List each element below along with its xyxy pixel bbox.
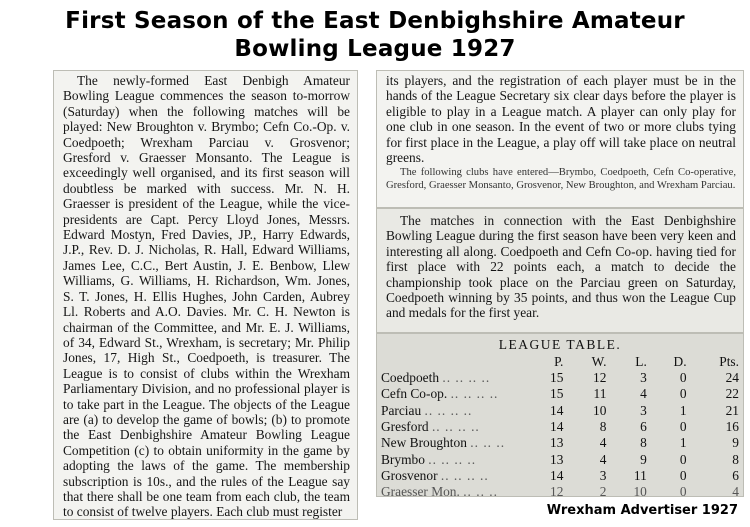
points-cell: 16: [725, 419, 739, 435]
league-table-title: LEAGUE TABLE.: [498, 337, 622, 352]
team-name: Grosvenor: [381, 467, 438, 483]
table-row: [377, 451, 743, 467]
team-name: Graesser Mon.: [381, 484, 460, 497]
leader-dots: .. .. .. ..: [431, 419, 480, 435]
lost-cell: 4: [640, 386, 647, 402]
team-cell: [377, 370, 527, 386]
right-column-clipping: [376, 70, 744, 208]
won-cell: 4: [599, 435, 607, 451]
championship-result-clipping: [376, 208, 744, 333]
won-cell: 4: [599, 451, 607, 467]
lost-cell: 10: [633, 484, 647, 497]
points-cell: 22: [725, 386, 739, 402]
won-cell: 2: [599, 484, 607, 497]
table-row: [377, 386, 743, 402]
leader-dots: .. .. .. ..: [424, 402, 473, 418]
played-cell: 14: [550, 402, 564, 418]
drawn-cell: 1: [679, 402, 687, 418]
lost-cell: 11: [633, 467, 647, 483]
headline-line-1: First Season of the East Denbighshire Amateur: [65, 8, 685, 34]
drawn-cell: 0: [679, 370, 687, 386]
championship-result-text: The matches in connection with the East Denbighshire Bowling League during the first season have been very keen and interesting all along. Coedpoeth and Cefn Co-op. having tied for first place with 22 points each, a match to decide the championship took place on the Parciau green on Saturday, Coedpoeth winning by 35 points, and thus won the League Cup and medals for the first year.: [386, 213, 736, 321]
table-row: [377, 435, 743, 451]
table-row: [377, 419, 743, 435]
played-cell: 15: [550, 386, 564, 402]
points-cell: 24: [725, 370, 739, 386]
team-name: New Broughton: [381, 435, 467, 451]
won-cell: 12: [593, 370, 607, 386]
won-cell: 3: [599, 467, 607, 483]
header-lost: L.: [635, 353, 647, 369]
header-team: [377, 353, 527, 370]
played-cell: 12: [550, 484, 564, 497]
article-right-text: its players, and the registration of each player must be in the hands of the League Secretary six clear days before the player is eligible to play in a League match. A player can only play for one club in one season. In the event of two or more clubs tying for first place in the League, a play off will take place on neutral greens.: [386, 73, 736, 166]
leader-dots: .. .. .. ..: [428, 451, 477, 467]
table-row: [377, 370, 743, 386]
leader-dots: .. .. ..: [470, 435, 506, 451]
team-cell: [377, 468, 527, 484]
drawn-cell: 0: [679, 484, 687, 497]
played-cell: 14: [550, 467, 564, 483]
points-cell: 8: [732, 451, 739, 467]
drawn-cell: 0: [679, 386, 687, 402]
team-name: Coedpoeth: [381, 370, 440, 386]
won-cell: 11: [593, 386, 607, 402]
points-cell: 9: [732, 435, 739, 451]
team-cell: [377, 435, 527, 451]
team-cell: [377, 419, 527, 435]
drawn-cell: 0: [679, 467, 687, 483]
played-cell: 13: [550, 451, 564, 467]
lost-cell: 3: [640, 370, 647, 386]
table-row: [377, 484, 743, 497]
leader-dots: .. .. ..: [463, 484, 498, 497]
played-cell: 14: [550, 419, 564, 435]
points-cell: 4: [732, 484, 739, 497]
leader-dots: .. .. .. ..: [442, 370, 491, 386]
leader-dots: .. .. .. ..: [450, 386, 499, 402]
team-cell: [377, 451, 527, 467]
league-table-header: [377, 353, 743, 370]
team-cell: [377, 403, 527, 419]
points-cell: 21: [725, 402, 739, 418]
table-row: [377, 403, 743, 419]
team-name: Brymbo: [381, 451, 425, 467]
played-cell: 13: [550, 435, 564, 451]
lost-cell: 9: [640, 451, 647, 467]
left-column-clipping: [53, 70, 358, 520]
league-table: [377, 353, 743, 497]
points-cell: 6: [732, 467, 739, 483]
drawn-cell: 0: [679, 451, 687, 467]
won-cell: 8: [599, 419, 607, 435]
team-name: Cefn Co-op.: [381, 386, 448, 402]
source-credit: Wrexham Advertiser 1927: [546, 503, 738, 518]
lost-cell: 8: [640, 435, 647, 451]
header-won: W.: [591, 353, 607, 369]
won-cell: 10: [593, 402, 607, 418]
team-name: Gresford: [381, 419, 429, 435]
leader-dots: .. .. .. ..: [440, 467, 489, 483]
team-cell: [377, 386, 527, 402]
team-cell: [377, 484, 527, 497]
headline-line-2: Bowling League 1927: [234, 36, 516, 62]
team-name: Parciau: [381, 402, 422, 418]
played-cell: 15: [550, 370, 564, 386]
drawn-cell: 0: [679, 419, 687, 435]
lost-cell: 6: [640, 419, 647, 435]
header-drawn: D.: [673, 353, 687, 369]
drawn-cell: 1: [679, 435, 687, 451]
league-table-clipping: [376, 333, 744, 497]
lost-cell: 3: [640, 402, 647, 418]
header-points: Pts.: [719, 353, 739, 369]
table-row: [377, 468, 743, 484]
article-left-text: The newly-formed East Denbigh Amateur Bowling League commences the season to-morrow (Saturday) when the following matches will be played: New Broughton v. Brymbo; Cefn Co.-Op. v. Coedpoeth; Wrexham Parciau v. Grosvenor; Gresford v. Graesser Monsanto. The League is exceedingly well organised, and its first season will doubtless be marked with success. Mr. N. H. Graesser is president of the League, while the vice-presidents are Capt. Percy Lloyd Jones, Messrs. Edward Mostyn, Fred Davies, JP., Harry Edwards, J.P., Rev. D. J. Nicholas, R. Hall, Edward Williams, James Lee, C.C., Bert Austin, J. E. Benbow, Llew Williams, G. Williams, H. Richardson, Wm. Jones, S. T. Jones, H. Ellis Hughes, John Carden, Aubrey Ll. Roberts and A.O. Davies. Mr. C. H. Newton is chairman of the Committee, and Mr. E. J. Williams, of 34, Edward St., Wrexham, is secretary; Mr. Philip Jones, 17, High St., Coedpoeth, is treasurer. The League is to consist of clubs within the Wrexham Parliamentary Division, and no professional player is to take part in the League. The objects of the League are (a) to develop the game of bowls; (b) to promote the East Denbighshire Amateur Bowling League Competition (c) to obtain uniformity in the game by adopting the laws of the game. The membership subscription is 10s., and the rules of the League say that there shall be one team from each club, the team to consist of twelve players. Each club must register: [63, 73, 350, 520]
clubs-entered-note: The following clubs have entered—Brymbo, Coedpoeth, Cefn Co-operative, Gresford, Graesser Monsanto, Grosvenor, New Broughton, and Wrexham Parciau.: [386, 167, 736, 191]
header-played: P.: [554, 353, 564, 369]
